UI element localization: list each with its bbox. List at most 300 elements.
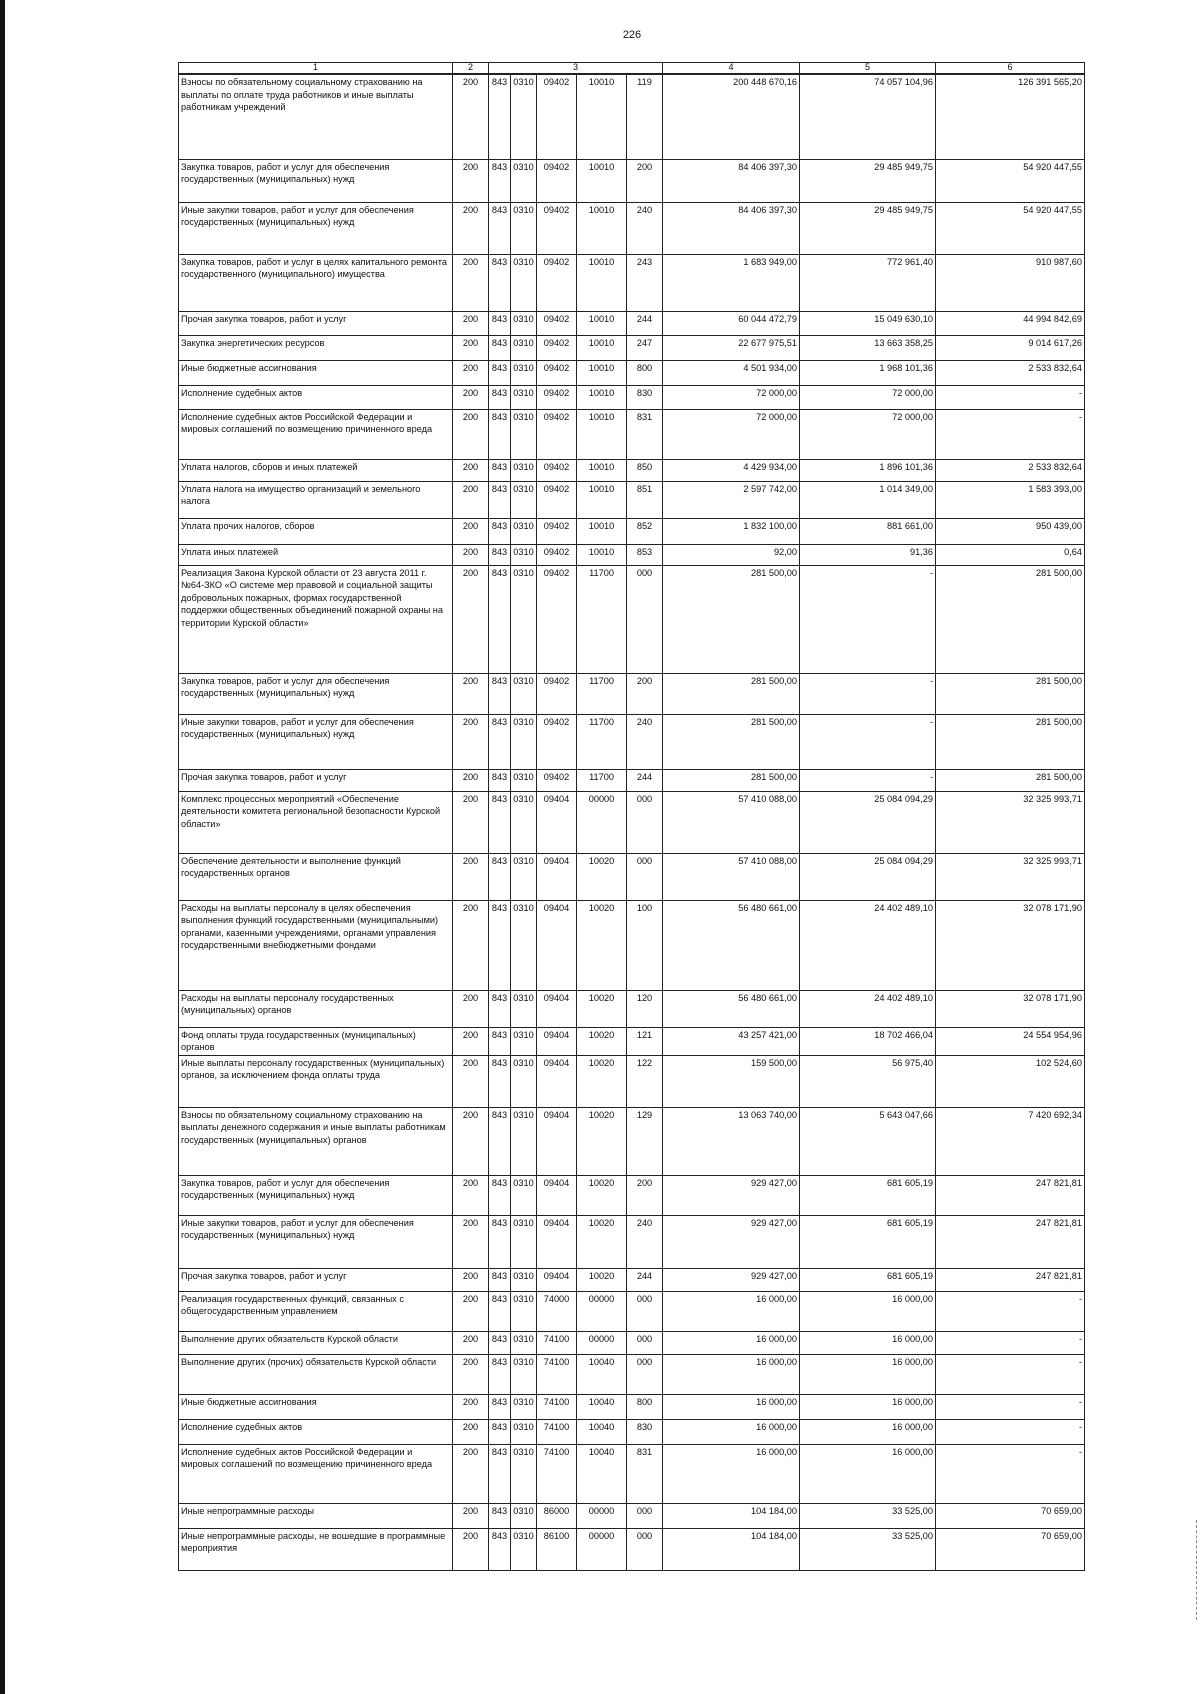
code-section: 0310 [511, 360, 537, 385]
value-col-5: 881 661,00 [800, 518, 936, 544]
value-col-5: 1 968 101,36 [800, 360, 936, 385]
code-program: 09402 [537, 714, 577, 769]
row-name: Закупка товаров, работ и услуг для обеспечения государственных (муниципальных) нужд [179, 673, 453, 714]
table-row [179, 1419, 1085, 1444]
code-expense-type: 831 [627, 409, 663, 459]
table-row [179, 714, 1085, 769]
code-chapter: 200 [453, 385, 489, 409]
code-expense-type: 129 [627, 1107, 663, 1175]
code-section: 0310 [511, 202, 537, 254]
code-expense-type: 122 [627, 1055, 663, 1107]
code-target: 10010 [577, 254, 627, 311]
value-col-5: 33 525,00 [800, 1528, 936, 1570]
code-chapter: 200 [453, 1055, 489, 1107]
code-chapter: 200 [453, 714, 489, 769]
value-col-5: 681 605,19 [800, 1268, 936, 1291]
code-program: 86000 [537, 1503, 577, 1528]
header-col-5: 5 [800, 63, 936, 75]
code-chapter: 200 [453, 481, 489, 518]
value-col-4: 43 257 421,00 [663, 1027, 800, 1055]
code-expense-type: 000 [627, 853, 663, 900]
code-admin: 843 [489, 1419, 511, 1444]
code-target: 10040 [577, 1419, 627, 1444]
code-admin: 843 [489, 1503, 511, 1528]
code-chapter: 200 [453, 335, 489, 360]
value-col-5: 16 000,00 [800, 1419, 936, 1444]
value-col-6: 24 554 954,96 [936, 1027, 1085, 1055]
code-section: 0310 [511, 74, 537, 159]
code-admin: 843 [489, 311, 511, 335]
code-section: 0310 [511, 1528, 537, 1570]
value-col-4: 84 406 397,30 [663, 159, 800, 202]
code-chapter: 200 [453, 990, 489, 1027]
code-target: 10020 [577, 1268, 627, 1291]
code-expense-type: 119 [627, 74, 663, 159]
value-col-5: - [800, 565, 936, 673]
value-col-6: 281 500,00 [936, 714, 1085, 769]
code-target: 10040 [577, 1394, 627, 1419]
code-target: 10010 [577, 360, 627, 385]
code-target: 00000 [577, 1291, 627, 1331]
header-col-3: 3 [489, 63, 663, 75]
value-col-4: 56 480 661,00 [663, 990, 800, 1027]
code-expense-type: 100 [627, 900, 663, 990]
value-col-6: 54 920 447,55 [936, 159, 1085, 202]
code-chapter: 200 [453, 1175, 489, 1215]
code-section: 0310 [511, 1394, 537, 1419]
code-admin: 843 [489, 1394, 511, 1419]
code-program: 09402 [537, 769, 577, 791]
table-row [179, 1503, 1085, 1528]
code-chapter: 200 [453, 202, 489, 254]
code-admin: 843 [489, 1175, 511, 1215]
code-program: 86100 [537, 1528, 577, 1570]
value-col-5: 24 402 489,10 [800, 990, 936, 1027]
code-section: 0310 [511, 990, 537, 1027]
row-name: Реализация Закона Курской области от 23 августа 2011 г. №64-ЗКО «О системе мер правовой и социальной защиты добровольных пожарных, формах государственной поддержки общественных объединений пожарной охраны на территории Курской области» [179, 565, 453, 673]
value-col-5: 91,36 [800, 544, 936, 565]
value-col-6: 70 659,00 [936, 1503, 1085, 1528]
code-section: 0310 [511, 1503, 537, 1528]
code-admin: 843 [489, 254, 511, 311]
table-row [179, 360, 1085, 385]
code-chapter: 200 [453, 409, 489, 459]
code-program: 09402 [537, 74, 577, 159]
code-target: 11700 [577, 673, 627, 714]
code-chapter: 200 [453, 459, 489, 481]
code-admin: 843 [489, 990, 511, 1027]
value-col-5: 72 000,00 [800, 385, 936, 409]
code-program: 09404 [537, 791, 577, 853]
code-expense-type: 851 [627, 481, 663, 518]
table-row [179, 1055, 1085, 1107]
code-admin: 843 [489, 1291, 511, 1331]
code-program: 09402 [537, 409, 577, 459]
code-chapter: 200 [453, 1215, 489, 1268]
code-program: 09402 [537, 311, 577, 335]
code-target: 10010 [577, 385, 627, 409]
table-row [179, 1215, 1085, 1268]
table-row [179, 1027, 1085, 1055]
code-target: 10020 [577, 900, 627, 990]
header-col-6: 6 [936, 63, 1085, 75]
code-program: 09404 [537, 853, 577, 900]
scan-left-edge [0, 0, 5, 1694]
code-section: 0310 [511, 159, 537, 202]
value-col-6: - [936, 1394, 1085, 1419]
scan-right-marks [1196, 1520, 1199, 1620]
row-name: Исполнение судебных актов [179, 1419, 453, 1444]
value-col-6: 32 078 171,90 [936, 900, 1085, 990]
code-expense-type: 244 [627, 769, 663, 791]
code-expense-type: 830 [627, 385, 663, 409]
table-row [179, 385, 1085, 409]
code-admin: 843 [489, 481, 511, 518]
value-col-5: - [800, 714, 936, 769]
code-program: 09404 [537, 900, 577, 990]
row-name: Уплата налога на имущество организаций и земельного налога [179, 481, 453, 518]
code-chapter: 200 [453, 853, 489, 900]
code-program: 09402 [537, 385, 577, 409]
code-chapter: 200 [453, 1503, 489, 1528]
row-name: Иные непрограммные расходы [179, 1503, 453, 1528]
code-chapter: 200 [453, 1268, 489, 1291]
code-expense-type: 244 [627, 1268, 663, 1291]
value-col-6: 247 821,81 [936, 1175, 1085, 1215]
code-section: 0310 [511, 1354, 537, 1394]
code-admin: 843 [489, 1354, 511, 1394]
code-target: 10020 [577, 1215, 627, 1268]
value-col-4: 281 500,00 [663, 673, 800, 714]
row-name: Иные закупки товаров, работ и услуг для обеспечения государственных (муниципальных) нужд [179, 714, 453, 769]
value-col-5: 25 084 094,29 [800, 853, 936, 900]
code-admin: 843 [489, 791, 511, 853]
code-section: 0310 [511, 409, 537, 459]
code-section: 0310 [511, 335, 537, 360]
value-col-5: 16 000,00 [800, 1354, 936, 1394]
code-admin: 843 [489, 335, 511, 360]
value-col-6: 32 325 993,71 [936, 853, 1085, 900]
code-expense-type: 000 [627, 1291, 663, 1331]
value-col-6: 126 391 565,20 [936, 74, 1085, 159]
code-target: 00000 [577, 791, 627, 853]
value-col-4: 281 500,00 [663, 714, 800, 769]
value-col-6: - [936, 409, 1085, 459]
code-target: 10010 [577, 518, 627, 544]
code-admin: 843 [489, 385, 511, 409]
code-section: 0310 [511, 385, 537, 409]
row-name: Уплата налогов, сборов и иных платежей [179, 459, 453, 481]
code-admin: 843 [489, 1444, 511, 1503]
value-col-4: 2 597 742,00 [663, 481, 800, 518]
code-target: 10010 [577, 409, 627, 459]
code-admin: 843 [489, 74, 511, 159]
code-section: 0310 [511, 1055, 537, 1107]
code-section: 0310 [511, 1268, 537, 1291]
row-name: Комплекс процессных мероприятий «Обеспечение деятельности комитета региональной безопасности Курской области» [179, 791, 453, 853]
code-section: 0310 [511, 1107, 537, 1175]
code-expense-type: 800 [627, 1394, 663, 1419]
code-section: 0310 [511, 769, 537, 791]
code-chapter: 200 [453, 1331, 489, 1354]
code-program: 74100 [537, 1444, 577, 1503]
value-col-6: 70 659,00 [936, 1528, 1085, 1570]
value-col-5: 24 402 489,10 [800, 900, 936, 990]
value-col-5: 25 084 094,29 [800, 791, 936, 853]
code-chapter: 200 [453, 769, 489, 791]
table-row [179, 1268, 1085, 1291]
code-target: 11700 [577, 714, 627, 769]
code-admin: 843 [489, 565, 511, 673]
value-col-4: 929 427,00 [663, 1215, 800, 1268]
code-section: 0310 [511, 1331, 537, 1354]
code-admin: 843 [489, 1107, 511, 1175]
code-admin: 843 [489, 202, 511, 254]
code-chapter: 200 [453, 1107, 489, 1175]
code-chapter: 200 [453, 518, 489, 544]
value-col-5: 72 000,00 [800, 409, 936, 459]
code-target: 10040 [577, 1354, 627, 1394]
value-col-5: - [800, 673, 936, 714]
value-col-6: - [936, 1419, 1085, 1444]
code-expense-type: 852 [627, 518, 663, 544]
row-name: Иные непрограммные расходы, не вошедшие в программные мероприятия [179, 1528, 453, 1570]
code-admin: 843 [489, 1055, 511, 1107]
code-section: 0310 [511, 518, 537, 544]
row-name: Выполнение других (прочих) обязательств Курской области [179, 1354, 453, 1394]
header-col-2: 2 [453, 63, 489, 75]
row-name: Выполнение других обязательств Курской области [179, 1331, 453, 1354]
header-col-1: 1 [179, 63, 453, 75]
budget-table [178, 62, 1085, 1571]
row-name: Расходы на выплаты персоналу в целях обеспечения выполнения функций государственными (муниципальными) органами, казенными учреждениями, органами управления государственными внебюджетными фондами [179, 900, 453, 990]
value-col-4: 72 000,00 [663, 385, 800, 409]
value-col-4: 200 448 670,16 [663, 74, 800, 159]
table-row [179, 159, 1085, 202]
page-number: 226 [622, 29, 642, 41]
table-row [179, 791, 1085, 853]
code-admin: 843 [489, 544, 511, 565]
code-admin: 843 [489, 714, 511, 769]
code-program: 09402 [537, 481, 577, 518]
code-section: 0310 [511, 565, 537, 673]
value-col-6: 44 994 842,69 [936, 311, 1085, 335]
code-target: 10020 [577, 1107, 627, 1175]
code-target: 10010 [577, 459, 627, 481]
value-col-6: 2 533 832,64 [936, 459, 1085, 481]
value-col-6: - [936, 1354, 1085, 1394]
table-row [179, 1107, 1085, 1175]
value-col-6: 102 524,60 [936, 1055, 1085, 1107]
code-chapter: 200 [453, 159, 489, 202]
value-col-5: 33 525,00 [800, 1503, 936, 1528]
code-admin: 843 [489, 1215, 511, 1268]
table-row [179, 74, 1085, 159]
row-name: Закупка товаров, работ и услуг в целях капитального ремонта государственного (муниципального) имущества [179, 254, 453, 311]
row-name: Прочая закупка товаров, работ и услуг [179, 1268, 453, 1291]
row-name: Прочая закупка товаров, работ и услуг [179, 769, 453, 791]
row-name: Закупка товаров, работ и услуг для обеспечения государственных (муниципальных) нужд [179, 1175, 453, 1215]
code-admin: 843 [489, 409, 511, 459]
code-expense-type: 247 [627, 335, 663, 360]
code-expense-type: 831 [627, 1444, 663, 1503]
code-target: 00000 [577, 1503, 627, 1528]
value-col-6: 281 500,00 [936, 565, 1085, 673]
value-col-4: 16 000,00 [663, 1291, 800, 1331]
row-name: Исполнение судебных актов Российской Федерации и мировых соглашений по возмещению причиненного вреда [179, 1444, 453, 1503]
value-col-4: 159 500,00 [663, 1055, 800, 1107]
code-expense-type: 243 [627, 254, 663, 311]
value-col-6: 247 821,81 [936, 1268, 1085, 1291]
value-col-5: 56 975,40 [800, 1055, 936, 1107]
code-section: 0310 [511, 714, 537, 769]
row-name: Иные бюджетные ассигнования [179, 360, 453, 385]
code-admin: 843 [489, 159, 511, 202]
value-col-6: 9 014 617,26 [936, 335, 1085, 360]
code-program: 09402 [537, 459, 577, 481]
table-row [179, 990, 1085, 1027]
value-col-5: 1 014 349,00 [800, 481, 936, 518]
code-chapter: 200 [453, 1291, 489, 1331]
code-section: 0310 [511, 254, 537, 311]
code-chapter: 200 [453, 1027, 489, 1055]
value-col-4: 1 832 100,00 [663, 518, 800, 544]
value-col-4: 281 500,00 [663, 769, 800, 791]
table-row [179, 518, 1085, 544]
code-section: 0310 [511, 459, 537, 481]
row-name: Уплата иных платежей [179, 544, 453, 565]
code-program: 09404 [537, 1107, 577, 1175]
code-target: 10010 [577, 544, 627, 565]
value-col-4: 1 683 949,00 [663, 254, 800, 311]
table-row [179, 409, 1085, 459]
value-col-6: 950 439,00 [936, 518, 1085, 544]
code-program: 09402 [537, 360, 577, 385]
code-program: 09404 [537, 1055, 577, 1107]
row-name: Уплата прочих налогов, сборов [179, 518, 453, 544]
table-row [179, 1291, 1085, 1331]
code-admin: 843 [489, 1027, 511, 1055]
table-row [179, 1331, 1085, 1354]
table-row [179, 1444, 1085, 1503]
code-program: 09404 [537, 1268, 577, 1291]
value-col-6: 1 583 393,00 [936, 481, 1085, 518]
row-name: Взносы по обязательному социальному страхованию на выплаты по оплате труда работников и иные выплаты работникам учреждений [179, 74, 453, 159]
code-program: 09402 [537, 254, 577, 311]
row-name: Взносы по обязательному социальному страхованию на выплаты денежного содержания и иные выплаты работникам государственных (муниципальных) органов [179, 1107, 453, 1175]
code-chapter: 200 [453, 900, 489, 990]
table-row [179, 769, 1085, 791]
value-col-6: 7 420 692,34 [936, 1107, 1085, 1175]
code-section: 0310 [511, 1291, 537, 1331]
table-row [179, 202, 1085, 254]
code-expense-type: 853 [627, 544, 663, 565]
code-expense-type: 000 [627, 1331, 663, 1354]
value-col-6: 910 987,60 [936, 254, 1085, 311]
value-col-5: 1 896 101,36 [800, 459, 936, 481]
table-row [179, 900, 1085, 990]
code-chapter: 200 [453, 1528, 489, 1570]
code-program: 09404 [537, 1175, 577, 1215]
code-admin: 843 [489, 518, 511, 544]
code-target: 00000 [577, 1331, 627, 1354]
value-col-4: 56 480 661,00 [663, 900, 800, 990]
value-col-5: 16 000,00 [800, 1444, 936, 1503]
code-target: 10020 [577, 853, 627, 900]
value-col-5: 29 485 949,75 [800, 202, 936, 254]
code-target: 10040 [577, 1444, 627, 1503]
code-expense-type: 800 [627, 360, 663, 385]
code-program: 09402 [537, 565, 577, 673]
code-section: 0310 [511, 791, 537, 853]
value-col-5: 13 663 358,25 [800, 335, 936, 360]
code-section: 0310 [511, 1027, 537, 1055]
code-expense-type: 200 [627, 673, 663, 714]
value-col-5: 16 000,00 [800, 1291, 936, 1331]
row-name: Прочая закупка товаров, работ и услуг [179, 311, 453, 335]
value-col-5: 772 961,40 [800, 254, 936, 311]
value-col-5: 15 049 630,10 [800, 311, 936, 335]
code-target: 10010 [577, 74, 627, 159]
value-col-5: 18 702 466,04 [800, 1027, 936, 1055]
code-admin: 843 [489, 853, 511, 900]
table-row [179, 1175, 1085, 1215]
value-col-4: 929 427,00 [663, 1268, 800, 1291]
code-program: 09402 [537, 673, 577, 714]
row-name: Расходы на выплаты персоналу государственных (муниципальных) органов [179, 990, 453, 1027]
value-col-6: 281 500,00 [936, 673, 1085, 714]
row-name: Иные бюджетные ассигнования [179, 1394, 453, 1419]
code-section: 0310 [511, 1419, 537, 1444]
value-col-6: 32 325 993,71 [936, 791, 1085, 853]
value-col-4: 72 000,00 [663, 409, 800, 459]
code-chapter: 200 [453, 1394, 489, 1419]
value-col-4: 60 044 472,79 [663, 311, 800, 335]
table-row [179, 481, 1085, 518]
code-chapter: 200 [453, 673, 489, 714]
row-name: Закупка товаров, работ и услуг для обеспечения государственных (муниципальных) нужд [179, 159, 453, 202]
code-program: 09402 [537, 544, 577, 565]
row-name: Исполнение судебных актов [179, 385, 453, 409]
table-row [179, 1354, 1085, 1394]
value-col-4: 84 406 397,30 [663, 202, 800, 254]
code-admin: 843 [489, 673, 511, 714]
code-expense-type: 240 [627, 1215, 663, 1268]
code-target: 10010 [577, 311, 627, 335]
code-expense-type: 200 [627, 159, 663, 202]
code-section: 0310 [511, 853, 537, 900]
code-target: 10020 [577, 990, 627, 1027]
code-admin: 843 [489, 1331, 511, 1354]
value-col-6: 247 821,81 [936, 1215, 1085, 1268]
value-col-4: 16 000,00 [663, 1419, 800, 1444]
table-row [179, 459, 1085, 481]
row-name: Фонд оплаты труда государственных (муниципальных) органов [179, 1027, 453, 1055]
table-row [179, 673, 1085, 714]
value-col-6: - [936, 1291, 1085, 1331]
code-expense-type: 000 [627, 1354, 663, 1394]
value-col-4: 13 063 740,00 [663, 1107, 800, 1175]
code-program: 09404 [537, 990, 577, 1027]
code-target: 10020 [577, 1027, 627, 1055]
code-target: 10010 [577, 335, 627, 360]
code-section: 0310 [511, 673, 537, 714]
value-col-6: 0,64 [936, 544, 1085, 565]
value-col-4: 57 410 088,00 [663, 791, 800, 853]
value-col-6: 2 533 832,64 [936, 360, 1085, 385]
value-col-5: 16 000,00 [800, 1394, 936, 1419]
value-col-5: 681 605,19 [800, 1215, 936, 1268]
